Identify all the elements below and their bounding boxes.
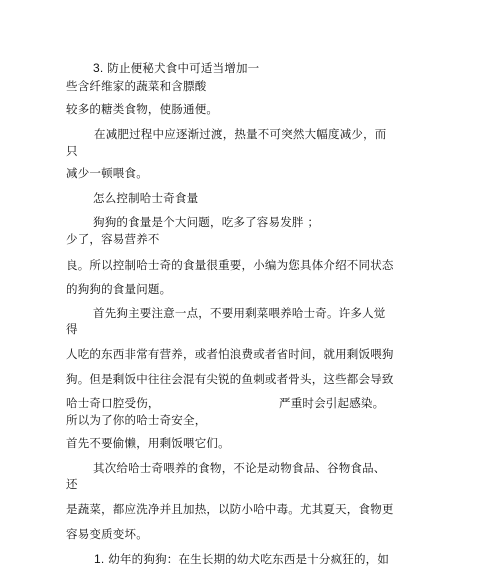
section-heading: 怎么控制哈士奇食量	[93, 191, 199, 205]
text-line: 的狗狗的食量问题。	[66, 282, 172, 296]
text-line: 严重时会引起感染。	[279, 396, 385, 410]
list-item-3	[93, 61, 259, 75]
list-number: 3.	[93, 61, 104, 75]
list-item-text: 防止便秘犬食中可适当增加一	[103, 61, 260, 75]
text-line: 些含纤维家的蔬菜和含膘酸	[66, 79, 207, 93]
text-line: 还	[66, 477, 78, 491]
text-line: 哈士奇口腔受伤，	[66, 396, 160, 410]
text-line: 在减肥过程中应逐渐过渡，热量不可突然大幅度减少，而	[94, 127, 387, 141]
text-line: 是蔬菜，都应洗净并且加热，以防小哈中毒。尤其夏天，食物更	[66, 502, 394, 516]
text-line: 较多的糖类食物，使肠通便。	[66, 102, 219, 116]
text-line: 其次给哈士奇喂养的食物，不论是动物食品、谷物食品、	[93, 461, 386, 475]
text-line: 得	[66, 322, 78, 336]
text-line: 容易变质变坏。	[66, 527, 148, 541]
text-line: 良。所以控制哈士奇的食量很重要，小编为您具体介绍不同状态	[66, 258, 394, 272]
text-line: 少了，容易营养不	[66, 232, 160, 246]
text-line: 狗狗的食量是个大问题，吃多了容易发胖 ；	[93, 215, 320, 229]
list-item-text: 幼年的狗狗：在生长期的幼犬吃东西是十分疯狂的，如	[104, 552, 390, 566]
text-line: 只	[66, 144, 78, 158]
text-line: 首先狗主要注意一点，不要用剩菜喂养哈士奇。许多人觉	[93, 306, 386, 320]
text-line: 首先不要偷懒，用剩饭喂它们。	[66, 436, 230, 450]
text-line: 人吃的东西非常有营养，或者怕浪费或者省时间，就用剩饭喂狗	[66, 347, 394, 361]
text-line: 狗。但是剩饭中往往会混有尖锐的鱼刺或者骨头，这些都会导致	[66, 372, 394, 386]
text-line: 所以为了你的哈士奇安全，	[66, 413, 207, 427]
text-line: 减少一顿喂食。	[66, 166, 148, 180]
list-number: 1.	[94, 552, 105, 566]
list-item-1	[94, 552, 389, 566]
